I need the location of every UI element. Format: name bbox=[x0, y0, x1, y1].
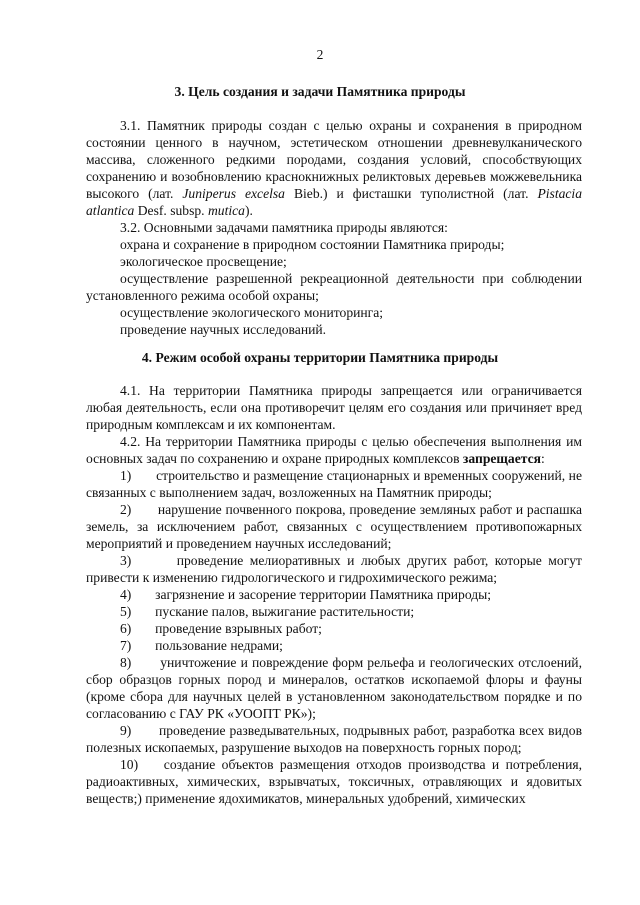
task-item: экологическое просвещение; bbox=[120, 254, 287, 269]
task-item: проведение научных исследований. bbox=[120, 322, 327, 337]
prohibition-item: 2) нарушение почвенного покрова, проведение земляных работ и распашка земель, за исключением работ, связанных с осуществлением противопожарных мероприятий и проведением научных исследований; bbox=[86, 502, 582, 551]
prohibition-item: 9) проведение разведывательных, подрывных работ, разработка всех видов полезных ископаемых, разрушение выходов на поверхность горных пород; bbox=[86, 723, 582, 755]
page-number: 2 bbox=[316, 47, 324, 62]
prohibition-item: 1) строительство и размещение стационарных и временных сооружений, не связанных с выполнением задач, возложенных на Памятник природы; bbox=[86, 468, 582, 500]
paragraph-3-2: 3.2. Основными задачами памятника природы являются: bbox=[120, 220, 448, 235]
prohibition-item: 4) загрязнение и засорение территории Памятника природы; bbox=[120, 587, 492, 602]
prohibition-item: 10) создание объектов размещения отходов производства и потребления, радиоактивных, химических, взрывчатых, токсичных, отравляющих и ядовитых веществ;) применение ядохимикатов, минеральных удобрений, химических bbox=[86, 757, 583, 806]
section-3-body bbox=[86, 117, 582, 338]
paragraph-4-2: 4.2. На территории Памятника природы с целью обеспечения выполнения им основных задач по сохранению и охране природных комплексов запрещается: bbox=[86, 434, 582, 466]
prohibition-item: 5) пускание палов, выжигание растительности; bbox=[120, 604, 415, 619]
task-item: охрана и сохранение в природном состоянии Памятника природы; bbox=[120, 237, 505, 252]
prohibition-item: 7) пользование недрами; bbox=[120, 638, 283, 653]
section-4-title: 4. Режим особой охраны территории Памятника природы bbox=[141, 350, 499, 365]
prohibition-item: 8) уничтожение и повреждение форм рельефа и геологических отслоений, сбор образцов горных пород и минералов, остатков ископаемой флоры и фауны (кроме сбора для научных целей в установленном законодательством порядке и по согласованию с ГАУ РК «УООПТ РК»); bbox=[86, 655, 582, 721]
paragraph-3-1: 3.1. Памятник природы создан с целью охраны и сохранения в природном состоянии ценного в научном, эстетическом отношении древневулканического массива, сложенного редкими породами, создания условий, способствующих сохранению и возобновлению краснокнижных реликтовых деревьев можжевельника высокого (лат. Juniperus excelsa Bieb.) и фисташки туполистной (лат. Pistacia atlantica Desf. subsp. mutica). bbox=[86, 118, 583, 218]
prohibition-item: 6) проведение взрывных работ; bbox=[120, 621, 322, 636]
prohibition-item: 3) проведение мелиоративных и любых других работ, которые могут привести к изменению гидрологического и гидрохимического режима; bbox=[86, 553, 582, 585]
paragraph-4-1: 4.1. На территории Памятника природы запрещается или ограничивается любая деятельность, если она противоречит целям его создания или причиняет вред природным комплексам и их компонентам. bbox=[86, 383, 582, 432]
latin-name-mutica: mutica bbox=[207, 203, 245, 218]
latin-name-pistacia: Pistacia atlantica bbox=[86, 186, 583, 218]
latin-name-juniperus: Juniperus excelsa bbox=[182, 186, 285, 201]
prohibited-keyword: запрещается bbox=[462, 451, 541, 466]
section-4-body bbox=[86, 382, 582, 807]
task-item: осуществление экологического мониторинга; bbox=[120, 305, 384, 320]
section-3-title: 3. Цель создания и задачи Памятника природы bbox=[174, 84, 466, 99]
task-item: осуществление разрешенной рекреационной деятельности при соблюдении установленного режима особой охраны; bbox=[86, 271, 582, 303]
